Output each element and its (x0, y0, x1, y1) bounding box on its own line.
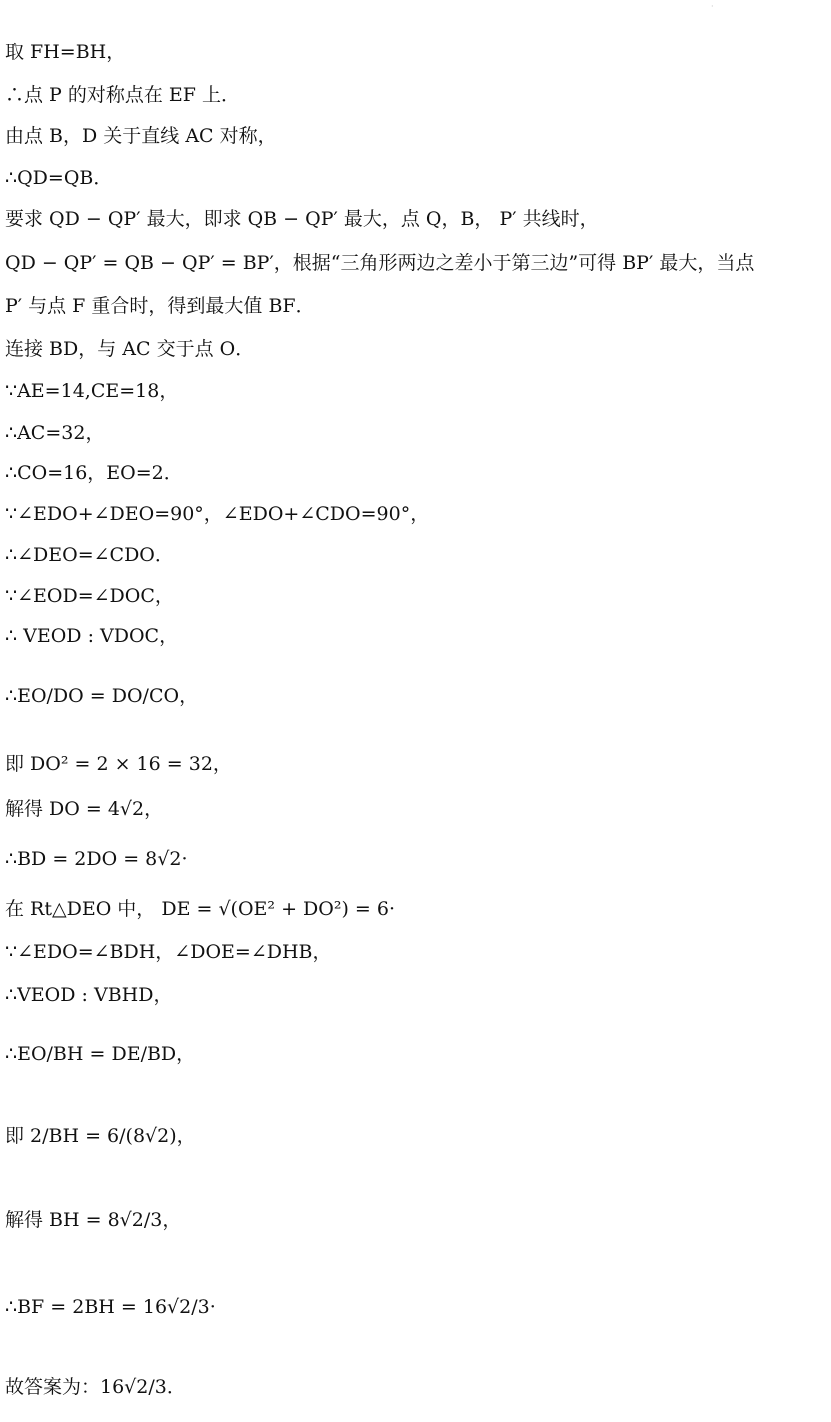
line-24: 即 2/BH = 6/(8√2)， (5, 1125, 196, 1147)
line-27: 故答案为：16√2/3． (5, 1376, 186, 1398)
line-16: ∴EO/DO = DO/CO， (5, 685, 199, 707)
line-11: ∴CO=16，EO=2． (5, 462, 183, 484)
line-6: QD − QP′ = QB − QP′ = BP′，根据“三角形两边之差小于第三边”可得 BP′ 最大，当点 (5, 252, 755, 274)
line-2: ∴点 P 的对称点在 EF 上． (5, 84, 240, 106)
line-22: ∴VEOD : VBHD， (5, 984, 173, 1006)
line-13: ∴∠DEO=∠CDO． (5, 544, 174, 566)
line-15: ∴ VEOD : VDOC， (5, 625, 179, 647)
line-9: ∵AE=14,CE=18， (5, 380, 179, 402)
line-21: ∵∠EDO=∠BDH，∠DOE=∠DHB， (5, 941, 332, 963)
line-19: ∴BD = 2DO = 8√2· (5, 848, 188, 870)
line-5: 要求 QD − QP′ 最大，即求 QB − QP′ 最大，点 Q，B， P′ 共线时， (5, 208, 599, 230)
line-7: P′ 与点 F 重合时，得到最大值 BF． (5, 295, 315, 317)
line-14: ∵∠EOD=∠DOC， (5, 585, 174, 607)
line-26: ∴BF = 2BH = 16√2/3· (5, 1296, 216, 1318)
line-25: 解得 BH = 8√2/3， (5, 1209, 182, 1231)
corner-mark: · (711, 2, 714, 11)
line-23: ∴EO/BH = DE/BD， (5, 1043, 196, 1065)
line-18: 解得 DO = 4√2， (5, 798, 164, 820)
line-8: 连接 BD，与 AC 交于点 O． (5, 338, 255, 360)
line-17: 即 DO² = 2 × 16 = 32， (5, 753, 232, 775)
line-20: 在 Rt△DEO 中， DE = √(OE² + DO²) = 6· (5, 898, 396, 920)
line-1: 取 FH=BH， (5, 41, 126, 63)
line-12: ∵∠EDO+∠DEO=90°，∠EDO+∠CDO=90°， (5, 503, 430, 525)
line-10: ∴AC=32， (5, 422, 105, 444)
line-3: 由点 B，D 关于直线 AC 对称， (5, 125, 277, 147)
line-4: ∴QD=QB． (5, 167, 113, 189)
